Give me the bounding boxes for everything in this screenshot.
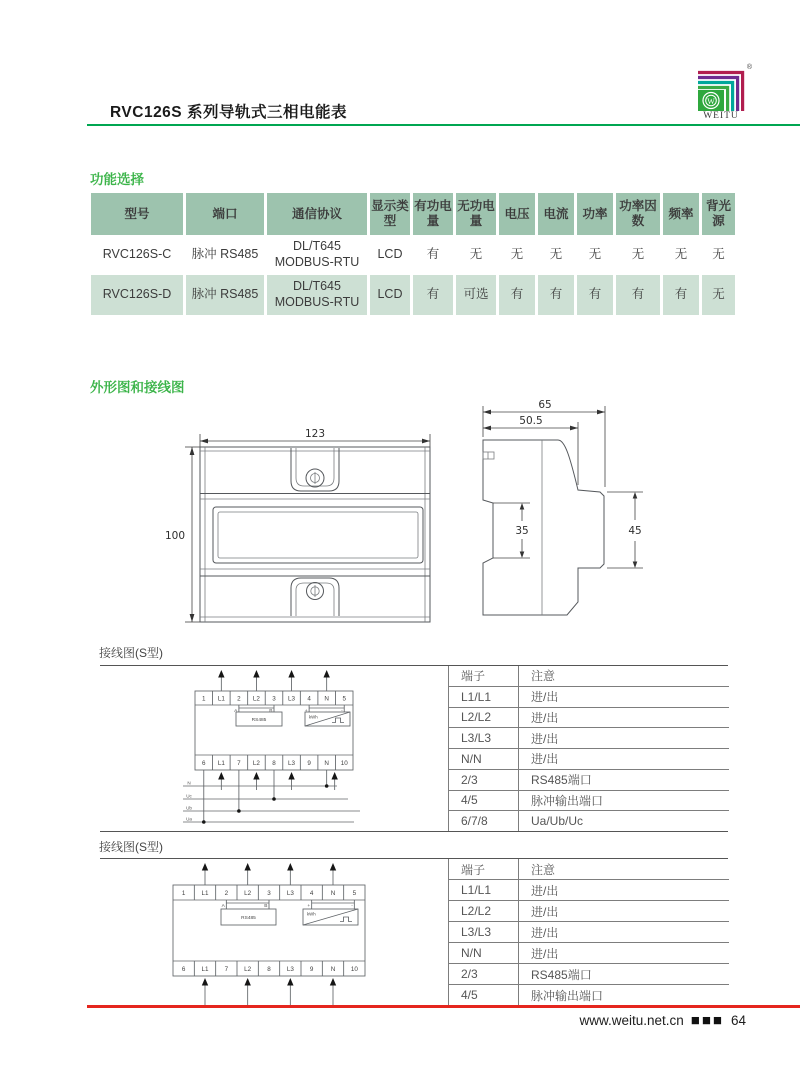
cell: 有	[413, 275, 453, 315]
terminal-label: L2	[252, 695, 260, 703]
terminal-label: 6	[181, 965, 186, 973]
terminal-table-2	[448, 859, 729, 1006]
cell: 无	[631, 247, 645, 262]
dim-label-front-width: 123	[304, 428, 326, 440]
terminal-label: 3	[267, 889, 271, 897]
dim-label-front-height: 100	[164, 530, 186, 542]
terminal-label: L2	[244, 889, 252, 897]
registered-mark: ®	[746, 64, 752, 71]
cell: 进/出	[518, 901, 729, 921]
cell: N/N	[461, 946, 482, 960]
rs485-b: B	[264, 903, 268, 909]
terminal-row	[449, 728, 729, 749]
junction-dot	[202, 820, 206, 824]
cell: 脉冲输出端口	[518, 791, 729, 811]
cell: 进/出	[518, 708, 729, 728]
cell: 2/3	[461, 772, 478, 787]
terminal-label: N	[324, 695, 329, 703]
cell: L2/L2	[461, 710, 492, 725]
weitu-wordmark: WEITU	[703, 111, 739, 121]
terminal-row	[449, 943, 729, 964]
flow-arrow	[330, 978, 336, 986]
terminal-label: 10	[340, 759, 348, 767]
terminal-row	[449, 964, 729, 985]
col-header: 电流	[538, 193, 574, 235]
cell: 无	[510, 247, 524, 262]
flow-arrow	[218, 772, 224, 780]
flow-arrow	[288, 670, 294, 678]
section-heading-function-selection: 功能选择	[90, 172, 144, 187]
terminal-row	[449, 901, 729, 922]
cell: 有	[426, 247, 440, 262]
col-header: 电压	[499, 193, 535, 235]
terminal-row	[449, 708, 729, 729]
cell: 有	[499, 275, 535, 315]
terminal-row	[449, 880, 729, 901]
logo-monogram: W	[707, 96, 715, 106]
table-row	[91, 235, 735, 275]
col-header: 背光源	[702, 193, 735, 235]
cell: 4/5	[461, 988, 478, 1002]
terminal-label: 6	[202, 759, 206, 767]
terminal-label: L1	[201, 889, 209, 897]
cell: Ua/Ub/Uc	[518, 811, 729, 831]
footer-mark-squares: ■■■	[690, 1012, 724, 1029]
cell: 2/3	[461, 967, 478, 981]
terminal-label: 4	[309, 889, 314, 897]
terminal-label: L1	[201, 965, 209, 973]
cell: DL/T645 MODBUS-RTU	[274, 239, 360, 269]
pulse-icon	[332, 718, 344, 723]
terminal-row	[449, 811, 729, 831]
section-heading-outline-wiring: 外形图和接线图	[90, 380, 185, 395]
terminal-label: L3	[286, 889, 294, 897]
terminal-label: 5	[352, 889, 357, 897]
flow-arrow	[330, 863, 336, 871]
flow-arrow	[323, 670, 329, 678]
cell: 脉冲 RS485	[186, 275, 264, 315]
front-view-drawing	[160, 398, 475, 643]
flow-arrow	[253, 772, 259, 780]
cell: 无	[702, 275, 735, 315]
cell: 注意	[518, 859, 729, 879]
cell: 有	[577, 275, 613, 315]
flow-arrow	[202, 978, 208, 986]
cell: LCD	[377, 247, 403, 262]
dim-label-side-clip: 45	[628, 525, 642, 537]
rs485-b: B	[269, 708, 273, 714]
cell: RS485端口	[518, 964, 729, 984]
cell: 无	[588, 247, 602, 262]
flow-arrow	[202, 863, 208, 871]
rs485-a: A	[234, 708, 238, 714]
flow-arrow	[244, 978, 250, 986]
flow-arrow	[287, 978, 293, 986]
kwh-plus: +	[307, 903, 311, 909]
terminal-label: 9	[307, 759, 311, 767]
flow-arrow	[244, 863, 250, 871]
bus-label: Ua	[186, 816, 192, 822]
wiring-heading-1: 接线图(S型)	[99, 646, 163, 660]
terminal-label: 1	[181, 889, 186, 897]
cell: RS485端口	[518, 770, 729, 790]
terminal-label: N	[324, 759, 329, 767]
col-header: 通信协议	[267, 193, 367, 235]
col-header: 功率	[577, 193, 613, 235]
cell: DL/T645 MODBUS-RTU	[267, 275, 367, 315]
cell: 有	[538, 275, 574, 315]
terminal-label: 5	[342, 695, 346, 703]
dim-label-side-notch: 35	[515, 525, 529, 537]
function-table-head	[91, 193, 735, 235]
flow-arrow	[218, 670, 224, 678]
flow-arrow	[253, 670, 259, 678]
function-table-body	[91, 235, 735, 315]
col-header: 无功电量	[456, 193, 496, 235]
terminal-row	[449, 666, 729, 687]
cell: 端子	[461, 669, 486, 684]
bus-label: Uc	[186, 793, 192, 799]
cell: 无	[549, 247, 563, 262]
terminal-row	[449, 770, 729, 791]
terminal-label: L1	[217, 695, 225, 703]
kwh-label: kWh	[309, 714, 318, 720]
function-table	[88, 193, 738, 315]
terminal-row	[449, 687, 729, 708]
flow-arrow	[331, 772, 337, 780]
cell: 脉冲输出端口	[518, 985, 729, 1005]
wiring-heading-2: 接线图(S型)	[99, 840, 163, 854]
cell: N/N	[461, 751, 482, 766]
terminal-label: 7	[224, 965, 229, 973]
cell: 进/出	[518, 687, 729, 707]
cell: 注意	[518, 666, 729, 686]
cell: RVC126S-D	[91, 275, 183, 315]
terminal-label: L3	[288, 695, 296, 703]
terminal-row	[449, 791, 729, 812]
pulse-icon	[340, 917, 352, 922]
terminal-label: N	[330, 889, 336, 897]
cell: 有	[616, 275, 660, 315]
junction-dot	[272, 797, 276, 801]
flow-arrow	[288, 772, 294, 780]
cell: 进/出	[518, 943, 729, 963]
cell: 进/出	[518, 749, 729, 769]
terminal-table-1	[448, 666, 729, 831]
wiring-diagram-2	[150, 858, 450, 1005]
dim-label-side-overall: 65	[538, 399, 552, 411]
col-header: 有功电量	[413, 193, 453, 235]
header-divider-green	[87, 124, 800, 126]
terminal-label: 8	[272, 759, 276, 767]
terminal-label: L3	[286, 965, 294, 973]
terminal-label: L3	[288, 759, 296, 767]
col-header: 型号	[91, 193, 183, 235]
cell: L1/L1	[461, 689, 492, 704]
kwh-minus: -	[351, 903, 353, 909]
footer-url: www.weitu.net.cn	[579, 1013, 684, 1028]
terminal-label: 2	[237, 695, 241, 703]
junction-dot	[237, 809, 241, 813]
cell: L3/L3	[461, 925, 492, 939]
cell: L2/L2	[461, 904, 492, 918]
page-title: RVC126S 系列导轨式三相电能表	[110, 104, 347, 121]
dim-label-side-body: 50.5	[519, 415, 543, 427]
bus-label: Ub	[186, 805, 192, 811]
cell: 无	[674, 247, 688, 262]
terminal-label: 7	[237, 759, 241, 767]
terminal-label: 3	[272, 695, 276, 703]
bus-label: N	[187, 780, 191, 786]
cell: 端子	[461, 862, 486, 877]
footer-page-number: 64	[730, 1013, 746, 1028]
cell: 有	[663, 275, 699, 315]
cell: L1/L1	[461, 883, 492, 897]
cell: 6/7/8	[461, 814, 488, 829]
terminal-row	[449, 985, 729, 1006]
terminal-row	[449, 922, 729, 943]
side-view-drawing	[455, 395, 720, 645]
terminal-label: 9	[309, 965, 314, 973]
cell: LCD	[370, 275, 410, 315]
rs485-a: A	[221, 903, 225, 909]
col-header: 端口	[186, 193, 264, 235]
table-row	[91, 275, 735, 315]
cell: 4/5	[461, 793, 478, 808]
footer	[579, 1013, 746, 1028]
kwh-label: kWh	[307, 911, 316, 917]
cell: L3/L3	[461, 731, 492, 746]
cell: RVC126S-C	[102, 247, 172, 262]
terminal-row	[449, 749, 729, 770]
kwh-plus: +	[304, 708, 308, 714]
rs485-label: RS485	[251, 718, 267, 723]
meter-outline	[173, 885, 365, 976]
cell: 脉冲 RS485	[191, 247, 259, 262]
meter-outline	[195, 691, 353, 770]
cell: 进/出	[518, 880, 729, 900]
cell: 进/出	[518, 728, 729, 748]
cell: 无	[469, 247, 483, 262]
terminal-label: 10	[350, 965, 358, 973]
flow-arrow	[287, 863, 293, 871]
col-header: 频率	[663, 193, 699, 235]
cell: 无	[712, 247, 725, 262]
terminal-label: 4	[307, 695, 311, 703]
terminal-label: L2	[244, 965, 252, 973]
terminal-label: 2	[224, 889, 229, 897]
terminal-label: N	[330, 965, 336, 973]
brand-logo	[696, 64, 752, 125]
terminal-label: L1	[217, 759, 225, 767]
cell: 进/出	[518, 922, 729, 942]
terminal-label: L2	[252, 759, 260, 767]
col-header: 功率因数	[616, 193, 660, 235]
terminal-label: 8	[267, 965, 271, 973]
footer-divider-red	[87, 1005, 800, 1008]
cell: 可选	[456, 275, 496, 315]
junction-dot	[325, 784, 329, 788]
terminal-label: 1	[202, 695, 206, 703]
logo-squares	[696, 69, 746, 111]
rs485-label: RS485	[241, 916, 256, 921]
kwh-minus: -	[341, 708, 343, 714]
col-header: 显示类型	[370, 193, 410, 235]
wiring-diagram-1	[150, 666, 450, 828]
terminal-row	[449, 859, 729, 880]
